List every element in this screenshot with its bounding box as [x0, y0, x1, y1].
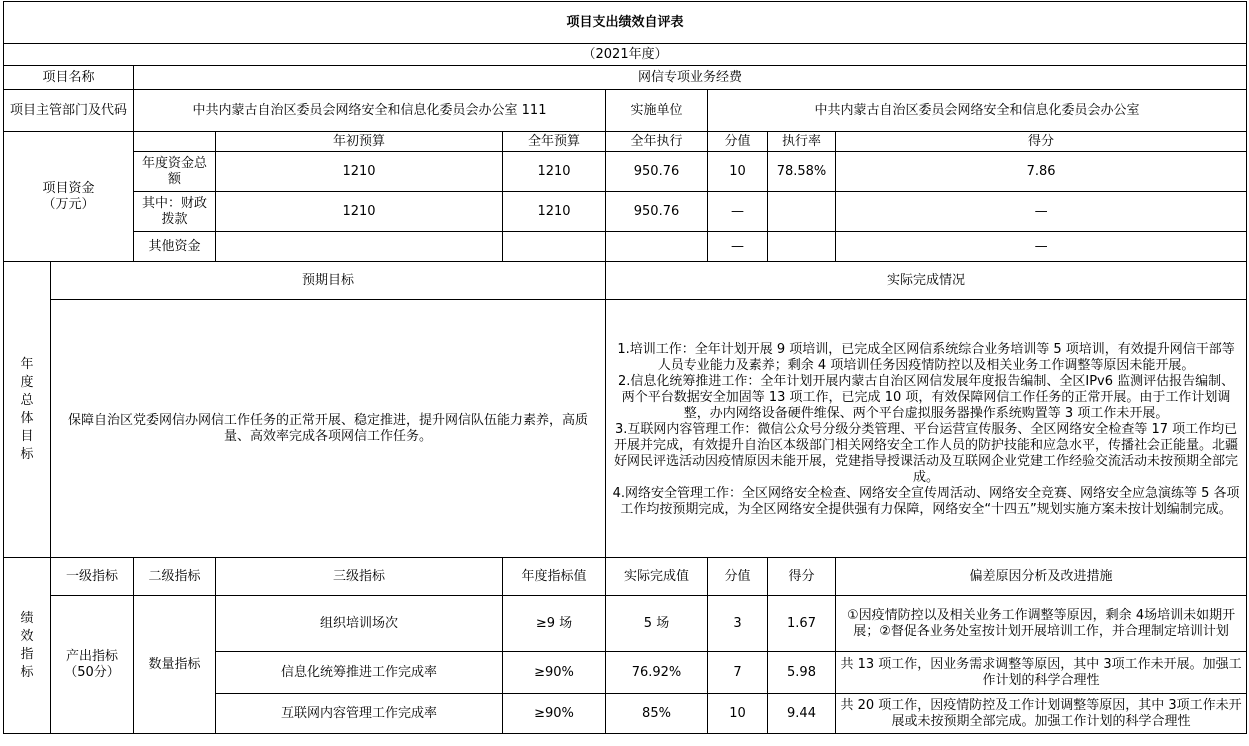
indicators-section-label: 绩效指标	[4, 558, 51, 734]
indicator-header-target: 年度指标值	[503, 558, 606, 596]
funds-header-initial: 年初预算	[216, 132, 503, 152]
funds-rate: 78.58%	[768, 152, 836, 192]
funds-rate	[768, 192, 836, 232]
dept-label: 项目主管部门及代码	[4, 90, 134, 132]
sheet-title: 项目支出绩效自评表	[4, 2, 1247, 44]
impl-value: 中共内蒙古自治区委员会网络安全和信息化委员会办公室	[708, 90, 1247, 132]
indicator-actual: 85%	[606, 694, 708, 734]
funds-row-label: 年度资金总额	[134, 152, 216, 192]
actual-item-training: 1.培训工作：全年计划开展 9 项培训，已完成全区网信系统综合业务培训等 5 项培训，有效提升网信干部等人员专业能力及素养；剩余 4 项培训任务因疫情防控以及相关业务工作调整等原因未能开展。	[617, 341, 1235, 373]
indicator-score: 5.98	[768, 652, 836, 694]
expected-goal-text: 保障自治区党委网信办网信工作任务的正常开展、稳定推进，提升网信队伍能力素养，高质量、高效率完成各项网信工作任务。	[51, 300, 606, 558]
funds-rate	[768, 232, 836, 262]
indicator-notes: ①因疫情防控以及相关业务工作调整等原因，剩余 4场培训未如期开展；②督促各业务处室按计划开展培训工作，并合理制定培训计划	[836, 596, 1247, 652]
actual-result-header: 实际完成情况	[606, 262, 1247, 300]
project-name-value: 网信专项业务经费	[134, 66, 1247, 90]
funds-weight: 10	[708, 152, 768, 192]
year-label: （2021年度）	[4, 44, 1247, 66]
indicator-weight: 7	[708, 652, 768, 694]
indicator-name: 信息化统筹推进工作完成率	[216, 652, 503, 694]
funds-header-blank	[134, 132, 216, 152]
funds-row-label: 其他资金	[134, 232, 216, 262]
expected-goal-header: 预期目标	[51, 262, 606, 300]
dept-value: 中共内蒙古自治区委员会网络安全和信息化委员会办公室 111	[134, 90, 606, 132]
indicator-weight: 10	[708, 694, 768, 734]
funds-label: 项目资金（万元）	[4, 132, 134, 262]
funds-annual: 1210	[503, 192, 606, 232]
indicator-name: 组织培训场次	[216, 596, 503, 652]
indicator-target: ≥9 场	[503, 596, 606, 652]
indicator-header-level2: 二级指标	[134, 558, 216, 596]
actual-item-content-management: 3.互联网内容管理工作：微信公众号分级分类管理、平台运营宣传服务、全区网络安全检查等 17 项工作均已开展并完成，有效提升自治区本级部门相关网络安全工作人员的防护技能和应急水平，传播社会正能量。北疆好网民评选活动因疫情原因未能开展，党建指导授课活动及互联网企业党建工作经验交流活动未按预期全部完成。	[614, 421, 1239, 485]
funds-initial: 1210	[216, 192, 503, 232]
indicator-target: ≥90%	[503, 652, 606, 694]
indicator-name: 互联网内容管理工作完成率	[216, 694, 503, 734]
funds-score: —	[836, 232, 1247, 262]
indicator-header-actual: 实际完成值	[606, 558, 708, 596]
indicator-score: 9.44	[768, 694, 836, 734]
project-name-label: 项目名称	[4, 66, 134, 90]
indicator-header-level1: 一级指标	[51, 558, 134, 596]
indicator-weight: 3	[708, 596, 768, 652]
indicator-notes: 共 13 项工作，因业务需求调整等原因，其中 3项工作未开展。加强工作计划的科学合理性	[836, 652, 1247, 694]
actual-result-text	[606, 300, 1247, 558]
performance-self-evaluation-table	[3, 1, 1247, 734]
funds-executed: 950.76	[606, 192, 708, 232]
funds-executed	[606, 232, 708, 262]
funds-annual: 1210	[503, 152, 606, 192]
indicator-actual: 76.92%	[606, 652, 708, 694]
funds-header-score: 得分	[836, 132, 1247, 152]
funds-row-label: 其中：财政拨款	[134, 192, 216, 232]
funds-weight: —	[708, 192, 768, 232]
funds-header-executed: 全年执行	[606, 132, 708, 152]
funds-header-rate: 执行率	[768, 132, 836, 152]
funds-header-weight: 分值	[708, 132, 768, 152]
funds-weight: —	[708, 232, 768, 262]
funds-initial	[216, 232, 503, 262]
indicator-header-score: 得分	[768, 558, 836, 596]
funds-score: 7.86	[836, 152, 1247, 192]
indicator-header-level3: 三级指标	[216, 558, 503, 596]
impl-label: 实施单位	[606, 90, 708, 132]
indicator-score: 1.67	[768, 596, 836, 652]
goals-section-label: 年度总体目标	[4, 262, 51, 558]
indicator-level1: 产出指标（50分）	[51, 596, 134, 734]
actual-item-informatization: 2.信息化统筹推进工作：全年计划开展内蒙古自治区网信发展年度报告编制、全区IPv6 监测评估报告编制、两个平台数据安全加固等 13 项工作，已完成 10 项，有效保障网信工作任务的正常开展。由于工作计划调整，办内网络设备硬件维保、两个平台虚拟服务器操作系统购置等 3 项工作未开展。	[617, 373, 1235, 421]
funds-executed: 950.76	[606, 152, 708, 192]
indicator-header-notes: 偏差原因分析及改进措施	[836, 558, 1247, 596]
indicator-target: ≥90%	[503, 694, 606, 734]
funds-score: —	[836, 192, 1247, 232]
indicator-header-weight: 分值	[708, 558, 768, 596]
actual-item-network-security: 4.网络安全管理工作：全区网络安全检查、网络安全宣传周活动、网络安全竞赛、网络安全应急演练等 5 各项工作均按预期完成，为全区网络安全提供强有力保障，网络安全“十四五”规划实施方案未按计划编制完成。	[612, 485, 1240, 517]
funds-annual	[503, 232, 606, 262]
funds-header-annual: 全年预算	[503, 132, 606, 152]
funds-initial: 1210	[216, 152, 503, 192]
indicator-notes: 共 20 项工作，因疫情防控及工作计划调整等原因，其中 3项工作未开展或未按预期全部完成。加强工作计划的科学合理性	[836, 694, 1247, 734]
indicator-level2: 数量指标	[134, 596, 216, 734]
indicator-actual: 5 场	[606, 596, 708, 652]
